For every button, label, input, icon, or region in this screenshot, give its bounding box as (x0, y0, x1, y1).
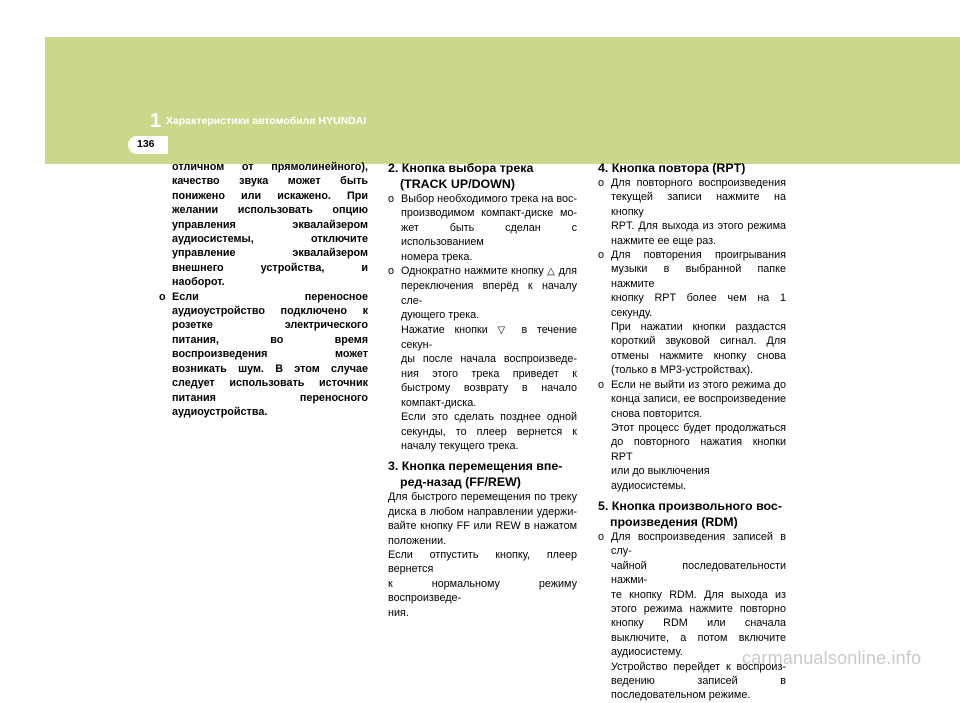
heading-line: (TRACK UP/DOWN) (400, 177, 515, 191)
intro-paragraph (172, 160, 368, 290)
text-line: кнопку RDM или сначала (611, 617, 786, 630)
text-line: (только в MP3-устройствах). (611, 364, 754, 377)
heading-line: 4. Кнопка повтора (RPT) (598, 161, 746, 175)
text-line: аудиоустройство подключено к (172, 305, 368, 318)
text-line: наоборот. (172, 276, 225, 289)
triangle-up-icon: △ (547, 266, 556, 278)
text-line: ведению записей в (611, 675, 786, 687)
text-line: диска в любом направлении удержи- (388, 505, 577, 518)
text-line: Если отпустить кнопку, плеер вернется (388, 548, 577, 576)
paragraph (388, 490, 577, 620)
text-line: понижено или искажено. При (172, 189, 368, 202)
text-line: дующего трека. (401, 309, 480, 322)
heading-line: 5. Кнопка произвольного вос- (598, 498, 782, 513)
bullet-item (159, 290, 368, 420)
text-line: компакт-диска. (401, 396, 477, 409)
heading-track-button (388, 160, 577, 192)
triangle-down-icon: ▽ (497, 324, 512, 336)
text-line (401, 323, 577, 353)
text-line: возникать шум. В этом случае (172, 362, 368, 375)
text-line: воспроизведения может (172, 348, 368, 361)
text-line: RPT. Для выхода из этого режима (611, 220, 786, 233)
text-line: следует использовать источник (172, 377, 368, 390)
text-line: управление эквалайзером (172, 247, 368, 260)
bullet-mark: o (598, 530, 605, 543)
section-title: Характеристики автомобиля HYUNDAI (166, 115, 367, 127)
text-line: желании использовать опцию (172, 204, 368, 217)
text-line: снова повторится. (611, 407, 703, 420)
text-line: ния. (388, 606, 409, 619)
text-line: Для воспроизведения записей в слу- (611, 530, 786, 558)
text-line: выключите, а потом включите (611, 631, 786, 644)
text-line: Выбор необходимого трека на вос- (401, 193, 577, 205)
text-line: к нормальному режиму воспроизведе- (388, 577, 577, 605)
text-span: в течение секун- (401, 323, 578, 352)
text-line: кнопку RPT более чем на 1 секунду. (611, 292, 786, 319)
text-line: нажмите ее еще раз. (611, 234, 717, 247)
text-line: качество звука может быть (172, 175, 368, 188)
text-line: или до выключения аудиосистемы. (611, 465, 710, 492)
bullet-item (598, 530, 786, 703)
text-span: Нажатие кнопки (401, 323, 488, 336)
bullet-mark: o (159, 290, 166, 303)
watermark: carmanualsonline.info (742, 648, 922, 668)
text-line: положении. (388, 534, 447, 547)
text-line: питания переносного (172, 391, 368, 404)
text-line: Этот процесс будет продолжаться (611, 421, 786, 434)
bullet-mark: o (598, 177, 605, 189)
text-line (401, 264, 577, 279)
heading-rpt-button (598, 160, 786, 176)
bullet-item (598, 248, 786, 378)
text-line: секунды, то плеер вернется к (401, 425, 577, 438)
text-line: те кнопку RDM. Для выхода из (611, 588, 786, 601)
bullet-item (388, 192, 577, 264)
text-line: жет быть сделан с использованием (401, 221, 577, 249)
text-line: Если это сделать позднее одной (401, 411, 577, 424)
page-number: 136 (137, 138, 155, 150)
text-line: Для повторения проигрывания (611, 249, 786, 262)
text-line: текущей записи нажмите на кнопку (611, 191, 786, 218)
text-line: вайте кнопку FF или REW в нажатом (388, 520, 577, 533)
text-line: аудиоустройства. (172, 405, 268, 418)
column-1 (159, 160, 368, 419)
text-line: розетке электрического (172, 319, 368, 332)
bullet-mark: o (388, 193, 395, 205)
text-line: последовательном режиме. (611, 689, 751, 702)
text-line: Если не выйти из этого режима до (611, 378, 786, 391)
text-line: производимом компакт-диске мо- (401, 207, 577, 220)
text-line: питания, во время (172, 333, 368, 346)
heading-line: 3. Кнопка перемещения впе- (388, 459, 563, 474)
heading-ff-rew-button (388, 458, 577, 490)
text-line: музыки в выбранной папке нажмите (611, 263, 786, 290)
text-line: ния этого трека приведет к (401, 367, 577, 380)
text-line: отличном от прямолинейного), (172, 161, 368, 173)
text-span: для (558, 265, 578, 278)
text-line: При нажатии кнопки раздастся (611, 321, 786, 334)
text-line: ды после начала воспроизведе- (401, 353, 577, 366)
heading-rdm-button (598, 498, 786, 530)
header-band (45, 37, 960, 164)
text-line: до повторного нажатия кнопки RPT (611, 436, 786, 463)
column-2 (388, 160, 577, 620)
text-line: переключения вперёд к началу сле- (401, 280, 577, 307)
text-line: короткий звуковой сигнал. Для (611, 335, 786, 348)
text-line: управления эквалайзером (172, 218, 368, 231)
bullet-mark: o (598, 249, 605, 262)
text-line: Для быстрого перемещения по треку (388, 491, 577, 504)
bullet-item (598, 176, 786, 248)
text-span: Однократно нажмите кнопку (401, 265, 544, 278)
bullet-item (388, 264, 577, 453)
heading-line: 2. Кнопка выбора трека (388, 161, 534, 175)
text-line: аудиосистемы, отключите (172, 233, 368, 246)
bullet-mark: o (598, 378, 605, 391)
text-line: отмены нажмите кнопку снова (611, 349, 786, 362)
text-line: чайной последовательности нажми- (611, 559, 786, 587)
text-line: Устройство перейдет к воспроиз- (611, 660, 786, 673)
text-line: Если переносное (172, 290, 368, 303)
text-line: аудиосистему. (611, 646, 683, 659)
bullet-item (598, 378, 786, 493)
text-line: этого режима нажмите повторно (611, 602, 786, 615)
text-line: началу текущего трека. (401, 439, 519, 452)
bullet-mark: o (388, 265, 395, 278)
heading-line: произведения (RDM) (610, 514, 738, 529)
text-line: быстрому возврату в начало (401, 382, 577, 395)
chapter-number: 1 (150, 110, 162, 132)
text-line: конца записи, ее воспроизведение (611, 393, 786, 406)
column-3 (598, 160, 786, 703)
heading-line: ред-назад (FF/REW) (400, 475, 521, 490)
text-line: номера трека. (401, 250, 473, 263)
text-line: внешнего устройства, и (172, 261, 368, 274)
text-line: Для повторного воспроизведения (611, 177, 786, 189)
